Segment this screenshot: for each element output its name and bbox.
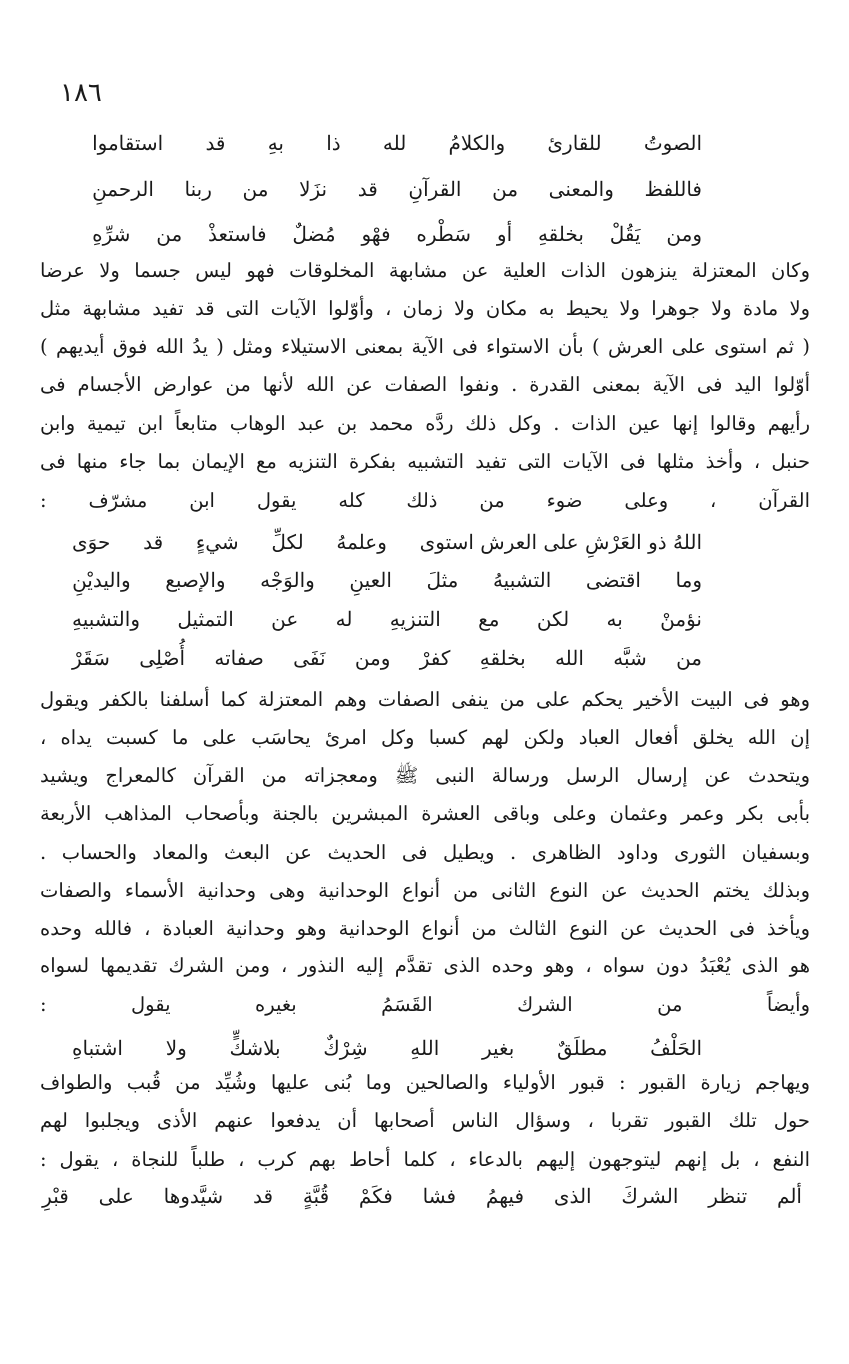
prose-line: وبذلك يختم الحديث عن النوع الثانى من أنواع الوحدانية وهى وحدانية الأسماء والصفات [40,879,810,902]
verse-word: على [98,1184,134,1208]
verse-word: سَقَرْ [72,646,110,670]
verse-line [92,130,702,156]
verse-word: مع [478,607,500,631]
verse-word: الصوتُ [643,131,702,155]
verse-word: فشا [422,1184,457,1208]
verse-word: مُضلٌ [292,222,336,246]
verse-word: بخلقهِ [479,646,526,670]
verse-word: قد [252,1184,274,1208]
prose-line: ويهاجم زيارة القبور : قبور الأولياء والصالحين وما بُنى عليها وشُيِّد من قُبب والطواف [40,1071,810,1094]
verse-word: حوَى [72,530,111,554]
verse-word: ألم [777,1184,802,1208]
verse-word: شيَّدوها [163,1184,224,1208]
verse-word: لكن [536,607,570,631]
verse-word: سَطْره [416,222,472,246]
verse-word: القرآنِ [408,177,462,201]
verse-word: عن [271,607,299,631]
verse-word: فكَمْ [358,1184,393,1208]
prose-line: رأيهم وقالوا إنها عين الذات . وكل ذلك ردَّه محمد بن عبد الوهاب متابعاً ابن تيمية وابن [40,412,810,435]
verse-word: من [492,177,519,201]
prose-line: حول تلك القبور تقربا ، وسؤال الناس أصحابها أن يدفعوا عنهم الأذى ويجلبوا لهم [40,1109,810,1132]
verse-word: وما [675,568,702,592]
verse-word: فاللفظ [644,177,702,201]
verse-word: كفرْ [419,646,451,670]
prose-line: ويأخذ فى الحديث عن النوع الثالث من أنواع الوحدانية وهو وحدانية العبادة ، فالله وحده [40,917,810,940]
verse-word: مطلَقٌ [556,1036,608,1060]
verse-word: ربنا [184,177,212,201]
verse-word: اشتباهِ [72,1036,123,1060]
verse-line [72,529,702,555]
verse-line [72,606,702,632]
verse-word: بلاشكٍّ [229,1036,281,1060]
prose-line: أوّلوا اليد فى الآية بمعنى القدرة . ونفوا الصفات عن الله لأنها من عوارض الأجسام فى [40,373,810,396]
verse-word: ولا [165,1036,187,1060]
verse-word: ومن [354,646,391,670]
verse-word: له [335,607,353,631]
verse-line [72,567,702,593]
verse-word: صفاته [214,646,264,670]
verse-word: العينِ [349,568,392,592]
verse-line [72,645,702,671]
verse-word: يَقُلْ [609,222,641,246]
verse-word: والكلامُ [448,131,506,155]
verse-word: للقارئ [547,131,602,155]
prose-line: بأبى بكر وعمر وعثمان وعلى وباقى العشرة المبشرين بالجنة وبأصحاب المذاهب الأربعة [40,802,810,825]
verse-word: استقاموا [92,131,164,155]
verse-word: نؤمنْ [660,607,702,631]
verse-word: والإصبع [165,568,226,592]
verse-word: تنظر [708,1184,748,1208]
prose-line: وبسفيان الثورى وداود الظاهرى . ويطيل فى الحديث عن البعث والمعاد والحساب . [40,841,810,864]
verse-word: الله [554,646,584,670]
prose-line: النفع ، بل إنهم ليتوجهون إليهم بالدعاء ، كلما أحاط بهم كرب ، طلباً للنجاة ، يقول : [40,1148,810,1171]
verse-word: والمعنى [548,177,614,201]
prose-line: حنبل ، وأخذ مثلها فى الآيات التى تفيد التشبيه بفكرة التنزيه مع الإيمان بما جاء منها فى [40,450,810,473]
verse-word: قبْرِ [42,1184,69,1208]
book-page [40,0,810,1364]
prose-line: وكان المعتزلة ينزهون الذات العلية عن مشابهة المخلوقات فهو ليس جسما ولا عرضا [40,259,810,282]
verse-word: الشركَ [621,1184,679,1208]
verse-word: اقتضى [585,568,641,592]
verse-word: التشبيهُ [492,568,552,592]
verse-line [92,221,702,247]
verse-word: فاستعذْ [207,222,267,246]
verse-word: من [242,177,269,201]
verse-word: وعلمهُ [336,530,387,554]
prose-line: ويتحدث عن إرسال الرسل ورسالة النبى ﷺ ومعجزاته من القرآن كالمعراج ويشيد [40,764,810,787]
prose-line: ولا مادة ولا جوهرا ولا يحيط به مكان ولا زمان ، وأوّلوا الآيات التى قد تفيد مشابهة مثل [40,297,810,320]
verse-word: الذى [553,1184,592,1208]
verse-word: نَفَى [293,646,326,670]
verse-word: اللهُ ذو العَرْشِ على العرش استوى [419,530,702,554]
verse-word: فيهمُ [485,1184,525,1208]
verse-word: قد [143,530,164,554]
verse-word: أُصْلِى [139,646,186,670]
prose-line: ( ثم استوى على العرش ) بأن الاستواء فى الآية بمعنى الاستيلاء ومثل ( يدُ الله فوق أيديهم ) [40,335,810,358]
verse-word: التنزيهِ [389,607,441,631]
verse-word: فهْو [361,222,391,246]
verse-word: الحَلْفُ [650,1036,702,1060]
verse-word: بغير [481,1036,515,1060]
verse-word: نزَلا [299,177,328,201]
verse-word: قد [357,177,378,201]
page-number: ١٨٦ [60,78,102,108]
verse-word: من [156,222,183,246]
prose-line: إن الله يخلق أفعال العباد ولكن لهم كسبا وكل امرئ يحاسَب على ما كسبت يداه ، [40,726,810,749]
verse-word: شِرْكٌ [323,1036,368,1060]
verse-word: شبَّه [613,646,647,670]
verse-word: ذا [326,131,341,155]
verse-line [42,1183,802,1209]
verse-word: قد [205,131,226,155]
verse-word: من [676,646,702,670]
verse-word: والوَجْه [260,568,315,592]
verse-line [72,1035,702,1061]
verse-word: واليديْنِ [72,568,131,592]
verse-word: بهِ [267,131,284,155]
verse-word: مثلَ [426,568,459,592]
prose-line: وأيضاً من الشرك القَسَمُ بغيره يقول : [40,993,810,1016]
verse-word: الرحمنِ [92,177,154,201]
verse-line [92,176,702,202]
verse-word: والتشبيهِ [72,607,140,631]
prose-line: وهو فى البيت الأخير يحكم على من ينفى الصفات وهم المعتزلة كما أسلفنا بالكفر ويقول [40,688,810,711]
prose-line: القرآن ، وعلى ضوء من ذلك كله يقول ابن مشرّف : [40,489,810,512]
verse-word: شرِّهِ [92,222,131,246]
verse-word: قُبَّةٍ [302,1184,330,1208]
verse-word: ومن [666,222,702,246]
verse-word: شيءٍ [195,530,239,554]
verse-word: به [606,607,623,631]
verse-word: بخلقهِ [537,222,584,246]
verse-word: التمثيل [177,607,234,631]
verse-word: لله [382,131,407,155]
verse-word: اللهِ [410,1036,440,1060]
verse-word: أو [496,222,513,246]
verse-word: لكلِّ [271,530,304,554]
prose-line: هو الذى يُعْبَدُ دون سواه ، وهو وحده الذى تقدَّم إليه النذور ، ومن الشرك تقديمها لسواه [40,954,810,977]
